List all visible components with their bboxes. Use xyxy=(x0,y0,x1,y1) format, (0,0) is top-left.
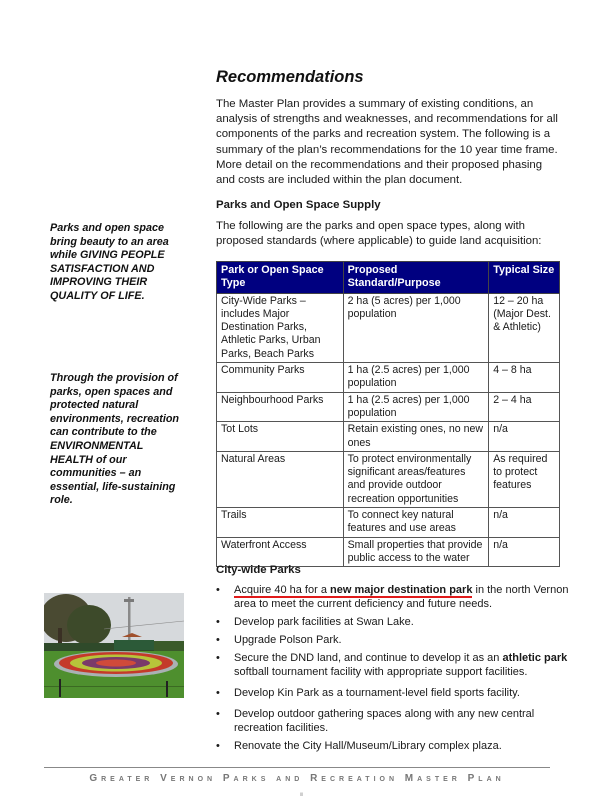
park-photo xyxy=(44,593,184,698)
column-header-size: Typical Size xyxy=(489,262,560,294)
cell-type: Community Parks xyxy=(217,363,344,393)
quote-text: Parks and open space bring beauty to an area while xyxy=(50,222,169,262)
cell-standard: To protect environmentally significant areas/features and provide outdoor recreation opportunities xyxy=(343,451,489,507)
section-heading-citywide: City-wide Parks xyxy=(216,564,301,576)
table-row xyxy=(217,392,560,422)
table-row xyxy=(217,422,560,452)
table-row xyxy=(217,451,560,507)
item-emphasis: athletic park xyxy=(502,652,568,664)
item-text: Acquire 40 ha for a xyxy=(234,584,331,596)
list-item xyxy=(216,583,576,611)
sidebar-quote-environment xyxy=(50,372,185,508)
cell-size: n/a xyxy=(489,422,560,452)
column-header-standard: Proposed Standard/Purpose xyxy=(343,262,489,294)
cell-type: Tot Lots xyxy=(217,422,344,452)
cell-size: n/a xyxy=(489,537,560,567)
list-item xyxy=(216,686,576,700)
cell-standard: 1 ha (2.5 acres) per 1,000 population xyxy=(343,363,489,393)
cell-type: Neighbourhood Parks xyxy=(217,392,344,422)
cell-standard: Small properties that provide public access to the water xyxy=(343,537,489,567)
table-header-row xyxy=(217,262,560,294)
table-row xyxy=(217,363,560,393)
item-text: Develop outdoor gathering spaces along with any new central recreation facilities. xyxy=(234,708,535,734)
cell-standard: 2 ha (5 acres) per 1,000 population xyxy=(343,293,489,362)
footer-divider xyxy=(44,767,550,768)
cell-standard: 1 ha (2.5 acres) per 1,000 population xyxy=(343,392,489,422)
park-standards-table xyxy=(216,261,560,567)
section-heading-supply: Parks and Open Space Supply xyxy=(216,199,381,211)
item-text: softball tournament facility with appropriate support facilities. xyxy=(234,666,528,678)
cell-size: 4 – 8 ha xyxy=(489,363,560,393)
cell-size: 2 – 4 ha xyxy=(489,392,560,422)
cell-type: Waterfront Access xyxy=(217,537,344,567)
cell-type: Natural Areas xyxy=(217,451,344,507)
item-text: Renovate the City Hall/Museum/Library complex plaza. xyxy=(234,740,502,752)
item-emphasis: new major destination park xyxy=(330,584,473,596)
intro-paragraph: The Master Plan provides a summary of existing conditions, an analysis of strengths and weaknesses, and recommendations for all components of the parks and recreation system. The following is a summary of the plan’s recommendations for the 10 year time frame. More detail on the recommendations and their proposed phasing and costs are included within the plan document. xyxy=(216,98,558,187)
quote-emphasis: GIVING PEOPLE SATISFACTION AND IMPROVING THEIR QUALITY OF LIFE. xyxy=(50,249,165,302)
cell-standard: Retain existing ones, no new ones xyxy=(343,422,489,452)
table-row xyxy=(217,293,560,362)
supply-intro: The following are the parks and open space types, along with proposed standards (where applicable) to guide land acquisition: xyxy=(216,220,542,247)
list-item xyxy=(216,615,576,629)
item-text: Secure the DND land, and continue to develop it as an xyxy=(234,652,503,664)
quote-text: of our communities – an essential, life-sustaining role. xyxy=(50,453,176,507)
table-row xyxy=(217,508,560,538)
page-number: iii xyxy=(299,792,304,798)
cell-type: Trails xyxy=(217,508,344,538)
quote-emphasis: ENVIRONMENTAL HEALTH xyxy=(50,439,144,466)
quote-text: Through the provision of parks, open spaces and protected natural environments, recreation can contribute to the xyxy=(50,372,180,439)
page-title: Recommendations xyxy=(216,68,364,86)
cell-size: 12 – 20 ha (Major Dest. & Athletic) xyxy=(489,293,560,362)
list-item xyxy=(216,651,576,679)
table-row xyxy=(217,537,560,567)
item-text: Upgrade Polson Park. xyxy=(234,634,342,646)
cell-size: As required to protect features xyxy=(489,451,560,507)
item-text: Develop park facilities at Swan Lake. xyxy=(234,616,414,628)
floral-clock-image xyxy=(44,593,184,698)
item-text: in the north Vernon area to meet the current deficiency and future needs. xyxy=(234,584,569,610)
cell-size: n/a xyxy=(489,508,560,538)
citywide-recommendations-list xyxy=(216,583,576,757)
cell-standard: To connect key natural features and use areas xyxy=(343,508,489,538)
list-item xyxy=(216,633,576,647)
list-item xyxy=(216,739,576,753)
highlighted-text xyxy=(234,584,472,598)
list-item xyxy=(216,707,576,735)
footer-title: Greater Vernon Parks and Recreation Master Plan xyxy=(89,773,505,784)
item-text: Develop Kin Park as a tournament-level field sports facility. xyxy=(234,687,520,699)
cell-type: City-Wide Parks – includes Major Destination Parks, Athletic Parks, Urban Parks, Beach Parks xyxy=(217,293,344,362)
sidebar-quote-beauty xyxy=(50,222,185,304)
column-header-type: Park or Open Space Type xyxy=(217,262,344,294)
